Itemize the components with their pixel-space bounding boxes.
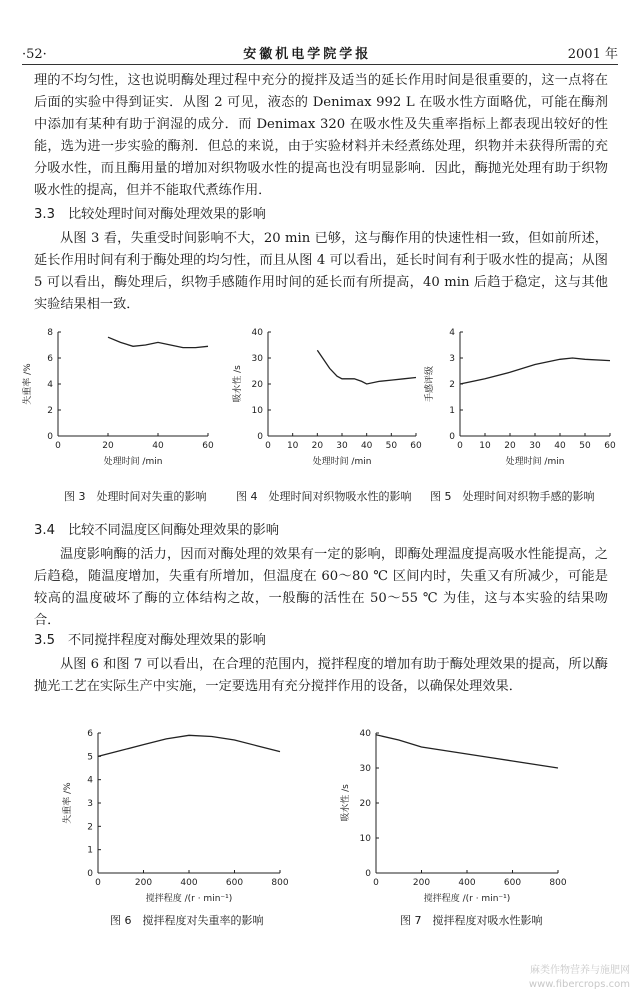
y-tick-label: 4 [47, 380, 53, 390]
section-heading-3-3 [34, 204, 266, 226]
y-tick-label: 6 [47, 354, 53, 364]
x-tick-label: 30 [529, 441, 541, 451]
y-tick-label: 0 [47, 432, 53, 442]
x-tick-label: 0 [55, 441, 61, 451]
section-title: 不同搅拌程度对酶处理效果的影响 [68, 633, 266, 648]
caption-fig7: 图 7 搅拌程度对吸水性影响 [400, 914, 543, 927]
chart-fig5 [420, 320, 620, 485]
journal-title: 安徽机电学院学报 [243, 47, 372, 62]
y-tick-label: 1 [87, 845, 93, 856]
y-axis-label: 手感评级 [425, 365, 435, 403]
y-tick-label: 4 [87, 775, 93, 786]
x-tick-label: 30 [336, 441, 348, 451]
x-tick-label: 50 [579, 441, 591, 451]
y-axis-label: 失重率 /% [23, 363, 33, 405]
series-line [376, 735, 558, 768]
caption-fig5: 图 5 处理时间对织物手感的影响 [430, 490, 595, 503]
x-tick-label: 60 [604, 441, 616, 451]
y-tick-label: 20 [359, 799, 371, 809]
y-tick-label: 8 [47, 328, 53, 338]
x-tick-label: 600 [503, 878, 522, 888]
x-tick-label: 400 [180, 878, 198, 888]
y-tick-label: 1 [449, 406, 455, 416]
x-axis-label: 搅拌程度 /(r · min⁻¹) [423, 894, 511, 904]
y-tick-label: 20 [251, 380, 263, 390]
section-number: 3.3 [34, 207, 55, 222]
section-number: 3.4 [34, 523, 55, 538]
y-axis-label: 失重率 /% [63, 782, 73, 824]
y-tick-label: 30 [251, 354, 263, 364]
header-year: 2001 年 [567, 47, 618, 62]
caption-fig6: 图 6 搅拌程度对失重率的影响 [110, 914, 264, 927]
caption-fig4: 图 4 处理时间对织物吸水性的影响 [236, 490, 412, 503]
x-tick-label: 20 [311, 441, 324, 451]
running-header [22, 38, 618, 62]
x-tick-label: 20 [504, 441, 516, 451]
y-tick-label: 30 [359, 764, 371, 774]
y-tick-label: 2 [449, 380, 455, 390]
y-tick-label: 4 [449, 328, 455, 338]
x-tick-label: 50 [385, 441, 398, 451]
y-tick-label: 3 [87, 799, 93, 809]
section-heading-3-4 [34, 520, 279, 542]
y-tick-label: 2 [47, 406, 53, 416]
y-tick-label: 10 [251, 406, 263, 416]
y-axis-label: 吸水性 /s [233, 365, 243, 403]
chart-fig3 [18, 320, 218, 485]
page-number: ·52· [22, 47, 47, 62]
x-tick-label: 40 [152, 441, 164, 451]
x-tick-label: 0 [457, 441, 463, 451]
x-tick-label: 10 [286, 441, 299, 451]
y-tick-label: 40 [251, 328, 263, 338]
caption-fig3: 图 3 处理时间对失重的影响 [64, 490, 207, 503]
series-line [460, 358, 610, 384]
x-tick-label: 0 [95, 878, 101, 888]
paragraph-continued: 理的不均匀性，这也说明酶处理过程中充分的搅拌及适当的延长作用时间是很重要的，这一点将在后面的实验中得到证实．从图 2 可见，液态的 Denimax 992 L 在吸水性方面略优，可能在酶剂中添加有某种有助于润湿的成分．而 Denimax 320 在吸水性及失重率指标上都表现出较好的性能，选为进一步实验的酶剂．但总的来说，由于实验材料并未经煮练处理，织物并未获得所需的充分吸水性，而且酶用量的增加对织物吸水性的提高也没有明显影响．因此，酶抛光处理有助于织物吸水性的提高，但并不能取代煮练作用． [34, 73, 608, 198]
x-axis-label: 搅拌程度 /(r · min⁻¹) [145, 894, 233, 904]
x-tick-label: 800 [271, 878, 289, 888]
x-axis-label: 处理时间 /min [505, 457, 565, 467]
watermark-url: www.fibercrops.com [528, 979, 630, 990]
y-tick-label: 3 [449, 354, 455, 364]
section-number: 3.5 [34, 633, 55, 648]
x-tick-label: 800 [549, 878, 567, 888]
x-axis-label: 处理时间 /min [103, 457, 163, 467]
x-tick-label: 10 [479, 441, 491, 451]
x-tick-label: 20 [102, 441, 114, 451]
y-tick-label: 0 [257, 432, 263, 442]
series-line [98, 735, 280, 756]
y-tick-label: 0 [87, 869, 93, 879]
site-watermark [529, 964, 630, 992]
section-title: 比较不同温度区间酶处理效果的影响 [68, 523, 279, 538]
y-tick-label: 40 [359, 729, 371, 739]
y-axis-label: 吸水性 /s [341, 784, 351, 822]
x-tick-label: 400 [458, 878, 476, 888]
y-tick-label: 2 [87, 822, 93, 833]
x-tick-label: 200 [134, 878, 153, 888]
x-tick-label: 200 [412, 878, 431, 888]
x-axis-label: 处理时间 /min [312, 457, 372, 467]
paragraph-stirring: 从图 6 和图 7 可以看出，在合理的范围内，搅拌程度的增加有助于酶处理效果的提高，所以酶抛光工艺在实际生产中实施，一定要选用有充分搅拌作用的设备，以确保处理效果． [34, 657, 608, 694]
series-line [108, 337, 208, 347]
section-title: 比较处理时间对酶处理效果的影响 [68, 207, 266, 222]
x-tick-label: 40 [360, 441, 373, 451]
paragraph-time-effect: 从图 3 看，失重受时间影响不大，20 min 已够，这与酶作用的快速性相一致，但如前所述，延长作用时间有利于酶处理的均匀性，而且从图 4 可以看出，延长时间有利于吸水性的提高；从图 5 可以看出，酶处理后，织物手感随作用时间的延长而有所提高，40 min 后趋于稳定，这与其他实验结果相一致． [34, 231, 608, 312]
paragraph-temperature: 温度影响酶的活力，因而对酶处理的效果有一定的影响，即酶处理温度提高吸水性能提高，之后趋稳，随温度增加，失重有所增加，但温度在 60～80 ℃ 区间内时，失重又有所减少，可能是较高的温度破坏了酶的立体结构之故，一般酶的活性在 50～55 ℃ 为佳，这与本实验的结果吻合． [34, 547, 608, 628]
y-tick-label: 10 [359, 834, 371, 844]
x-tick-label: 40 [554, 441, 566, 451]
x-tick-label: 0 [265, 441, 271, 451]
x-tick-label: 0 [373, 878, 379, 888]
y-tick-label: 6 [87, 729, 93, 739]
header-rule [22, 64, 618, 65]
x-tick-label: 60 [410, 441, 422, 451]
y-tick-label: 0 [449, 432, 455, 442]
chart-fig4 [226, 320, 426, 485]
series-line [317, 350, 416, 384]
chart-fig7 [330, 715, 570, 910]
x-tick-label: 60 [202, 441, 214, 451]
chart-fig6 [52, 715, 292, 910]
y-tick-label: 5 [87, 752, 93, 763]
watermark-name: 麻类作物营养与施肥网 [530, 965, 630, 976]
y-tick-label: 0 [365, 869, 371, 879]
section-heading-3-5 [34, 630, 266, 652]
x-tick-label: 600 [225, 878, 244, 888]
